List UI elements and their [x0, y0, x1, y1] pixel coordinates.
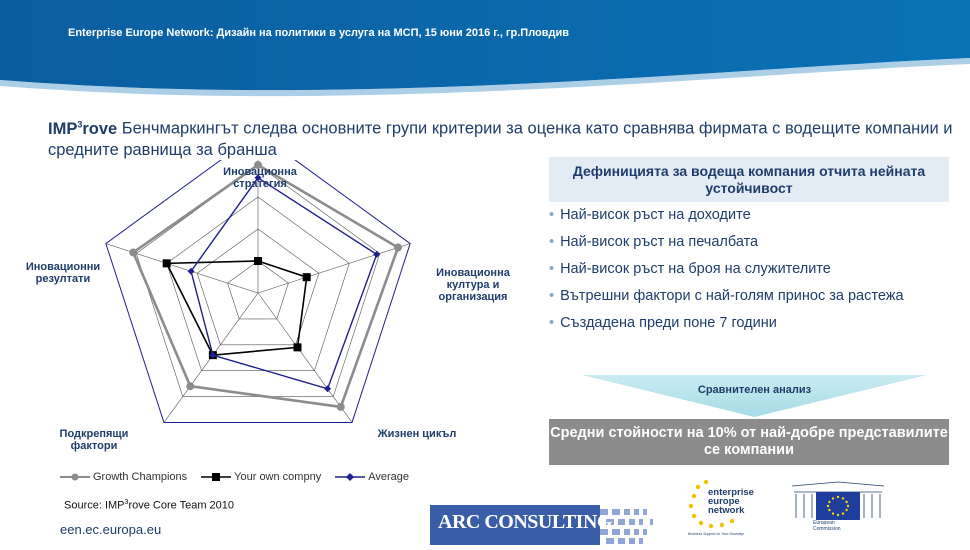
header-banner [0, 0, 970, 100]
result-box: Средни стойности на 10% от най-добре представилите се компании [549, 419, 949, 465]
funnel-arrow-icon [582, 375, 927, 417]
een-logo [684, 478, 774, 538]
data-point-3-2 [373, 251, 380, 258]
radar-axis-line [106, 244, 258, 293]
radar-chart [0, 160, 540, 470]
headline-text: Бенчмаркингът следва основните групи критерии за оценка като сравнява фирмата с водещите компании и средните равнища за бранша [48, 119, 953, 159]
legend-item-growth-champions: Growth Champions [60, 471, 187, 483]
bullet-icon: • [549, 288, 555, 304]
legend-item-your-company: Your own compny [201, 471, 321, 483]
legend-marker-diamond-icon [335, 472, 365, 482]
bullet-icon: • [549, 315, 555, 331]
arc-consulting-logo [430, 505, 670, 545]
arc-logo-text: ARC CONSULTING [438, 511, 612, 533]
axis-label-innovation-culture: Иновационна култура и организация [436, 267, 510, 303]
list-item: • Вътрешни фактори с най-голям принос за растежа [549, 288, 904, 304]
data-point-2-3 [293, 343, 301, 351]
data-point-3-3 [324, 385, 331, 392]
radar-svg [0, 160, 540, 470]
data-point-2-1 [254, 257, 262, 265]
header-wave [0, 0, 970, 100]
legend-item-average: Average [335, 471, 409, 483]
slide-headline [48, 114, 963, 161]
data-point-1-5 [129, 248, 137, 256]
source-note: Source: IMP$^3$rove Core Team 2010 [64, 499, 235, 512]
european-commission-logo [786, 480, 892, 538]
axis-label-supporting-factors: Подкрепящи фактори [59, 428, 129, 452]
definition-title-box: Дефиницията за водеща компания отчита нейната устойчивост [549, 157, 949, 202]
series-line-3 [191, 178, 377, 389]
een-logo-text: enterprise europe network [708, 487, 754, 516]
definition-bullets [549, 205, 964, 340]
axis-label-innovation-strategy: Иновационна стратегия [223, 166, 297, 190]
series-line-2 [167, 261, 307, 355]
brand-name: IMP$^3$rove [48, 119, 118, 138]
data-point-1-3 [337, 403, 345, 411]
een-tagline: Business Support on Your Doorstep [688, 532, 744, 536]
legend-marker-square-icon [201, 472, 231, 482]
footer-url[interactable]: een.ec.europa.eu [60, 522, 162, 537]
bullet-icon: • [549, 207, 555, 223]
data-point-1-4 [186, 382, 194, 390]
data-point-1-2 [394, 244, 402, 252]
header-title: Enterprise Europe Network: Дизайн на политики в услуга на МСП, 15 юни 2016 г., гр.Пловдив [68, 27, 570, 39]
chart-legend [60, 471, 409, 483]
list-item: • Създадена преди поне 7 години [549, 315, 777, 331]
list-item: • Най-висок ръст на доходите [549, 207, 751, 223]
comparison-label: Сравнителен анализ [697, 384, 812, 396]
list-item: • Най-висок ръст на броя на служителите [549, 261, 831, 277]
axis-label-innovation-results: Иновационни резултати [25, 261, 101, 285]
data-point-2-2 [303, 273, 311, 281]
data-point-2-5 [163, 259, 171, 267]
ec-logo-text: European Commission [813, 520, 841, 532]
legend-marker-circle-icon [60, 472, 90, 482]
bullet-icon: • [549, 261, 555, 277]
bullet-icon: • [549, 234, 555, 250]
list-item: • Най-висок ръст на печалбата [549, 234, 759, 250]
axis-label-life-cycle: Жизнен цикъл [377, 428, 457, 440]
